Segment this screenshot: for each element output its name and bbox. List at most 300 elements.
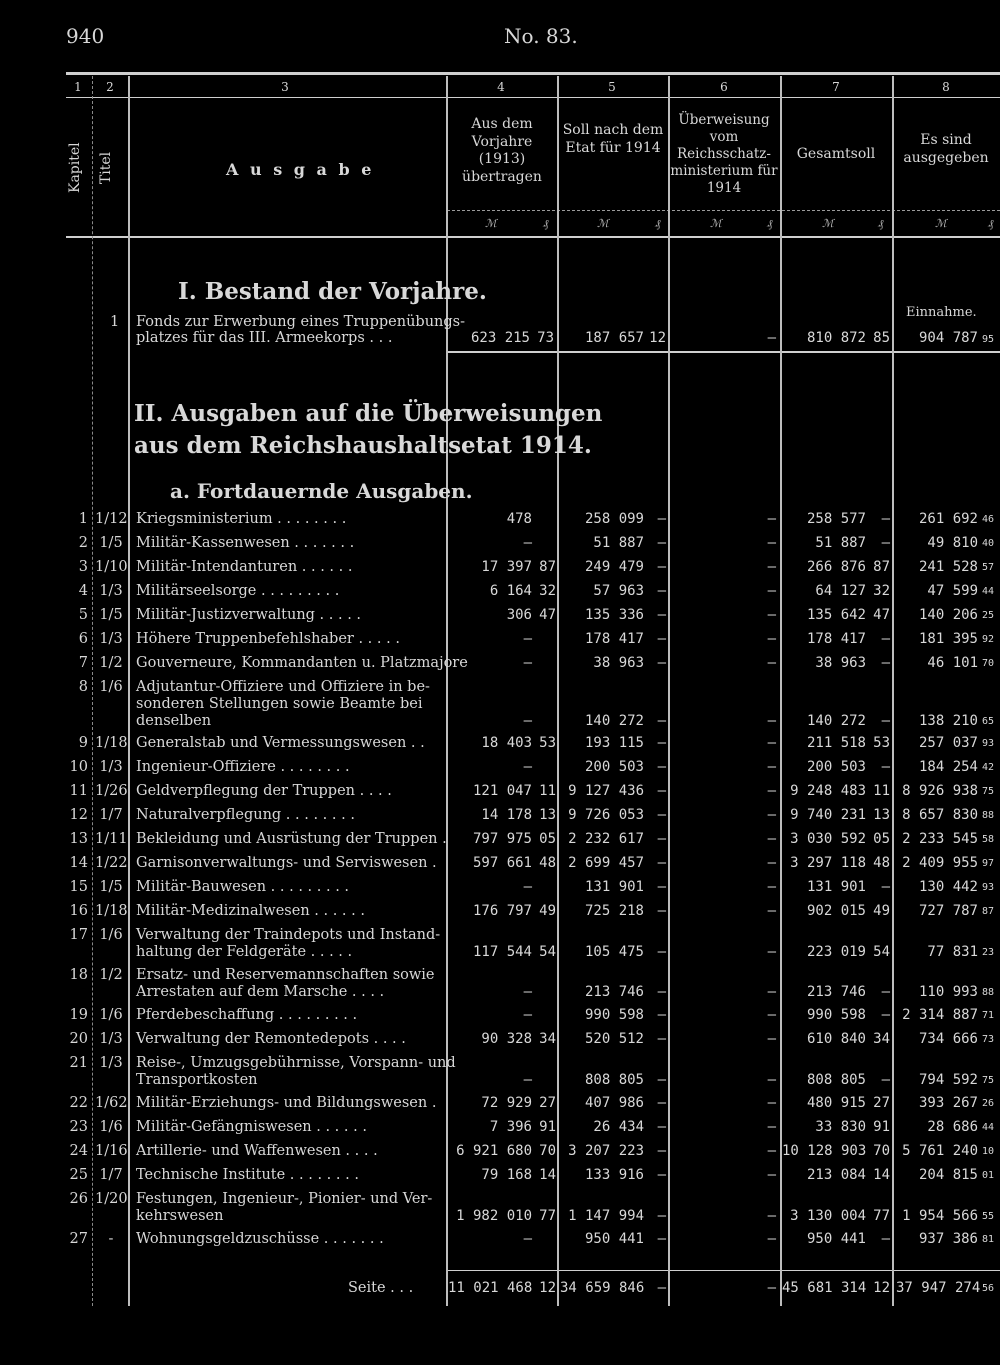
row-c5-mark: 26 434 (593, 1119, 644, 1135)
header-bottom-rule (66, 236, 1000, 238)
row-titel: 1/11 (95, 831, 128, 847)
row-c6: — (767, 1167, 776, 1183)
row-kapitel: 12 (69, 807, 88, 823)
row-c7-mark: 3 130 004 (790, 1208, 866, 1224)
row-c5-pf: — (657, 831, 666, 847)
row-c7-pf: 70 (873, 1143, 890, 1159)
row-kapitel: 13 (69, 831, 88, 847)
row-c4-pf: 49 (539, 903, 556, 919)
row-c7-pf: — (881, 631, 890, 647)
row-c7-mark: 10 128 903 (782, 1143, 867, 1159)
row-c8-pf: 71 (982, 1010, 995, 1021)
row-c4-mark: 6 164 (489, 583, 532, 599)
column-number-rule (66, 97, 1000, 98)
section1-c4p: 73 (537, 330, 554, 346)
row-titel: 1/26 (95, 783, 128, 799)
unit-pf-6: ₰ (767, 217, 773, 230)
col-line-4 (557, 76, 559, 1306)
total-top-rule (447, 1270, 1000, 1271)
row-c5-mark: 200 503 (584, 759, 644, 775)
row-c6: — (767, 1231, 776, 1247)
row-c4-pf: 11 (539, 783, 556, 799)
row-label-line2: sonderen Stellungen sowie Beamte bei (136, 696, 423, 712)
row-c6: — (767, 583, 776, 599)
row-c7-mark: 178 417 (806, 631, 866, 647)
header-kapitel: Kapitel (67, 142, 83, 193)
row-c4-mark: — (523, 984, 532, 1000)
row-c7-pf: 49 (873, 903, 890, 919)
col-line-7 (892, 76, 894, 1306)
row-c4-pf: 14 (539, 1167, 556, 1183)
row-c7-mark: 990 598 (806, 1007, 866, 1023)
row-c5-mark: 140 272 (584, 713, 644, 729)
row-c5-mark: 990 598 (584, 1007, 644, 1023)
row-c5-mark: 808 805 (584, 1072, 644, 1088)
row-kapitel: 22 (69, 1095, 88, 1111)
row-label: Ersatz- und Reservemannschaften sowie (136, 967, 435, 983)
row-label: Garnisonverwaltungs- und Serviswesen . (136, 855, 437, 871)
row-titel: 1/18 (95, 735, 128, 751)
row-c8-pf: 87 (982, 906, 995, 917)
row-c7-pf: — (881, 759, 890, 775)
row-c8-mark: 28 686 (927, 1119, 978, 1135)
row-c4-mark: 17 397 (481, 559, 532, 575)
row-c8-mark: 49 810 (927, 535, 978, 551)
row-c5-pf: — (657, 559, 666, 575)
section1-c4: 623 215 (470, 330, 530, 346)
row-c6: — (767, 713, 776, 729)
row-c5-mark: 105 475 (584, 944, 644, 960)
row-label: Technische Institute . . . . . . . . (136, 1167, 359, 1183)
row-c7-mark: 140 272 (806, 713, 866, 729)
einnahme-label: Einnahme. (906, 305, 977, 320)
row-c5-pf: — (657, 1231, 666, 1247)
row-c6: — (767, 903, 776, 919)
section1-c7p: 85 (873, 330, 890, 346)
row-c8-pf: 65 (982, 716, 995, 727)
row-c7-pf: 11 (873, 783, 890, 799)
row-c8-mark: 2 314 887 (902, 1007, 978, 1023)
row-c4-mark: 597 661 (472, 855, 532, 871)
row-c4-mark: 1 982 010 (456, 1208, 532, 1224)
row-c5-mark: 249 479 (584, 559, 644, 575)
unit-mark-7: ℳ (822, 217, 834, 230)
row-c5-mark: 51 887 (593, 535, 644, 551)
row-kapitel: 24 (69, 1143, 88, 1159)
row-c5-pf: — (657, 607, 666, 623)
row-c7-pf: 91 (873, 1119, 890, 1135)
row-titel: - (108, 1231, 114, 1247)
unit-pf-7: ₰ (878, 217, 884, 230)
row-titel: 1/2 (99, 967, 123, 983)
row-c8-pf: 40 (982, 538, 995, 549)
section1-bottom-rule (447, 351, 1000, 353)
row-c4-mark: — (523, 879, 532, 895)
row-titel: 1/62 (95, 1095, 128, 1111)
row-c7-mark: 33 830 (815, 1119, 866, 1135)
row-c6: — (767, 655, 776, 671)
row-c5-pf: — (657, 1167, 666, 1183)
row-c5-pf: — (657, 1007, 666, 1023)
row-c8-mark: 1 954 566 (902, 1208, 978, 1224)
row-c7-pf: — (881, 535, 890, 551)
row-c7-pf: — (881, 879, 890, 895)
row-c8-pf: 70 (982, 658, 995, 669)
row-c5-pf: — (657, 1208, 666, 1224)
row-c5-pf: — (657, 511, 666, 527)
row-c6: — (767, 1143, 776, 1159)
row-titel: 1/3 (99, 583, 123, 599)
row-kapitel: 19 (69, 1007, 88, 1023)
row-c5-pf: — (657, 879, 666, 895)
row-c7-mark: 610 840 (806, 1031, 866, 1047)
row-kapitel: 20 (69, 1031, 88, 1047)
row-c4-mark: — (523, 631, 532, 647)
row-c6: — (767, 535, 776, 551)
row-c8-pf: 01 (982, 1170, 995, 1181)
row-kapitel: 1 (78, 511, 88, 527)
row-titel: 1/3 (99, 1055, 123, 1071)
row-c5-pf: — (657, 1072, 666, 1088)
unit-pf-8: ₰ (988, 217, 994, 230)
row-c7-pf: 48 (873, 855, 890, 871)
header-ausgabe: A u s g a b e (226, 160, 375, 179)
row-c7-pf: — (881, 1231, 890, 1247)
row-kapitel: 25 (69, 1167, 88, 1183)
row-c5-pf: — (657, 1031, 666, 1047)
row-c8-pf: 73 (982, 1034, 995, 1045)
row-c4-mark: 14 178 (481, 807, 532, 823)
col-line-2 (128, 76, 130, 1306)
row-c7-mark: 902 015 (806, 903, 866, 919)
top-rule (66, 72, 1000, 75)
row-c5-mark: 407 986 (584, 1095, 644, 1111)
section2-title-1: II. Ausgaben auf die Überweisungen (134, 400, 603, 427)
unit-mark-6: ℳ (710, 217, 722, 230)
row-kapitel: 3 (78, 559, 88, 575)
row-c8-mark: 794 592 (918, 1072, 978, 1088)
row-c8-mark: 393 267 (918, 1095, 978, 1111)
row-c6: — (767, 879, 776, 895)
row-c7-mark: 213 084 (806, 1167, 866, 1183)
row-label-line3: denselben (136, 713, 212, 729)
row-c4-mark: — (523, 1231, 532, 1247)
page-number: 940 (66, 24, 105, 48)
row-c8-mark: 46 101 (927, 655, 978, 671)
row-titel: 1/2 (99, 655, 123, 671)
row-kapitel: 9 (78, 735, 88, 751)
row-kapitel: 8 (78, 679, 88, 695)
row-c5-mark: 2 232 617 (568, 831, 644, 847)
row-c8-pf: 44 (982, 1122, 995, 1133)
row-c6: — (767, 1119, 776, 1135)
header-col6: Überweisung vom Reichsschatz-ministerium für 1914 (670, 112, 778, 196)
unit-row-rule (447, 210, 1000, 211)
row-c8-pf: 88 (982, 987, 995, 998)
row-c5-mark: 520 512 (584, 1031, 644, 1047)
row-kapitel: 18 (69, 967, 88, 983)
row-c5-pf: — (657, 631, 666, 647)
row-c8-mark: 5 761 240 (902, 1143, 978, 1159)
row-c4-mark: — (523, 655, 532, 671)
row-c7-mark: 9 740 231 (790, 807, 866, 823)
row-c4-pf: 32 (539, 583, 556, 599)
row-c5-mark: 57 963 (593, 583, 644, 599)
row-c5-pf: — (657, 759, 666, 775)
row-c8-mark: 261 692 (918, 511, 978, 527)
row-c7-pf: 05 (873, 831, 890, 847)
colnum-4: 4 (497, 80, 505, 94)
row-c8-pf: 42 (982, 762, 995, 773)
row-c4-pf: 70 (539, 1143, 556, 1159)
row-c4-pf: 54 (539, 944, 556, 960)
row-c5-mark: 131 901 (584, 879, 644, 895)
row-titel: 1/16 (95, 1143, 128, 1159)
row-c6: — (767, 984, 776, 1000)
row-c4-pf: 77 (539, 1208, 556, 1224)
row-c4-pf: 13 (539, 807, 556, 823)
row-c8-mark: 140 206 (918, 607, 978, 623)
row-kapitel: 11 (69, 783, 88, 799)
row-c7-mark: 3 297 118 (790, 855, 866, 871)
section1-c8p: 95 (982, 334, 995, 345)
row-c7-pf: — (881, 984, 890, 1000)
row-c5-mark: 133 916 (584, 1167, 644, 1183)
row-c7-mark: 258 577 (806, 511, 866, 527)
row-c8-pf: 46 (982, 514, 995, 525)
row-c4-mark: — (523, 713, 532, 729)
row-c6: — (767, 855, 776, 871)
row-c4-pf: 48 (539, 855, 556, 871)
row-c7-pf: 27 (873, 1095, 890, 1111)
row-c5-mark: 135 336 (584, 607, 644, 623)
row-c4-pf: 47 (539, 607, 556, 623)
row-c4-mark: — (523, 535, 532, 551)
row-c5-pf: — (657, 903, 666, 919)
row-c7-pf: — (881, 655, 890, 671)
row-label: Gouverneure, Kommandanten u. Platzmajore (136, 655, 468, 671)
row-c4-mark: 7 396 (489, 1119, 532, 1135)
row-c5-mark: 2 699 457 (568, 855, 644, 871)
row-kapitel: 21 (69, 1055, 88, 1071)
row-c5-mark: 3 207 223 (568, 1143, 644, 1159)
row-label: Militär-Justizverwaltung . . . . . (136, 607, 362, 623)
row-c5-mark: 258 099 (584, 511, 644, 527)
header-col8: Es sind ausgegeben (903, 132, 989, 166)
row-c7-mark: 480 915 (806, 1095, 866, 1111)
total-c8: 37 947 274 (896, 1280, 981, 1296)
row-titel: 1/22 (95, 855, 128, 871)
row-c8-pf: 10 (982, 1146, 995, 1157)
row-c5-mark: 950 441 (584, 1231, 644, 1247)
row-c7-mark: 38 963 (815, 655, 866, 671)
row-c7-mark: 213 746 (806, 984, 866, 1000)
row-c4-mark: 90 328 (481, 1031, 532, 1047)
unit-pf-4: ₰ (543, 217, 549, 230)
row-c8-pf: 25 (982, 610, 995, 621)
col-line-5 (668, 76, 670, 1306)
total-c4: 11 021 468 (448, 1280, 533, 1296)
row-c4-mark: 6 921 680 (456, 1143, 532, 1159)
row-c5-pf: — (657, 1095, 666, 1111)
row-c4-mark: 117 544 (472, 944, 532, 960)
row-c7-mark: 211 518 (806, 735, 866, 751)
row-label: Militär-Bauwesen . . . . . . . . . (136, 879, 350, 895)
total-c5: 34 659 846 (560, 1280, 645, 1296)
row-c8-pf: 88 (982, 810, 995, 821)
row-titel: 1/5 (99, 607, 123, 623)
row-label: Ingenieur-Offiziere . . . . . . . . (136, 759, 350, 775)
row-c7-pf: 14 (873, 1167, 890, 1183)
row-label: Militär-Gefängniswesen . . . . . . (136, 1119, 367, 1135)
row-titel: 1/7 (99, 1167, 123, 1183)
colnum-1: 1 (74, 80, 82, 94)
section1-c8: 904 787 (918, 330, 978, 346)
row-c7-pf: 77 (873, 1208, 890, 1224)
row-c7-mark: 64 127 (815, 583, 866, 599)
row-label-line2: haltung der Feldgeräte . . . . . (136, 944, 353, 960)
row-c8-pf: 81 (982, 1234, 995, 1245)
row-c4-mark: 478 (506, 511, 532, 527)
row-c7-mark: 131 901 (806, 879, 866, 895)
row-c6: — (767, 1007, 776, 1023)
row-label: Wohnungsgeldzuschüsse . . . . . . . (136, 1231, 384, 1247)
row-c4-mark: 306 (506, 607, 532, 623)
row-c6: — (767, 559, 776, 575)
row-label: Artillerie- und Waffenwesen . . . . (136, 1143, 378, 1159)
row-c5-pf: — (657, 783, 666, 799)
row-c8-pf: 92 (982, 634, 995, 645)
row-c5-pf: — (657, 1119, 666, 1135)
unit-mark-5: ℳ (597, 217, 609, 230)
row-c8-mark: 184 254 (918, 759, 978, 775)
total-c7p: 12 (873, 1280, 890, 1296)
row-c8-pf: 57 (982, 562, 995, 573)
row-c8-mark: 47 599 (927, 583, 978, 599)
row-c4-mark: 176 797 (472, 903, 532, 919)
row-label: Militär-Intendanturen . . . . . . (136, 559, 353, 575)
row-c6: — (767, 1095, 776, 1111)
row-c7-mark: 3 030 592 (790, 831, 866, 847)
header-col4: Aus dem Vorjahre (1913) übertragen (462, 116, 542, 185)
row-titel: 1/7 (99, 807, 123, 823)
row-label: Naturalverpflegung . . . . . . . . (136, 807, 355, 823)
row-c4-mark: 79 168 (481, 1167, 532, 1183)
colnum-6: 6 (720, 80, 728, 94)
row-c8-mark: 734 666 (918, 1031, 978, 1047)
section1-c7: 810 872 (806, 330, 866, 346)
row-label-line2: Transportkosten (136, 1072, 258, 1088)
row-c6: — (767, 807, 776, 823)
page-title: No. 83. (504, 24, 578, 48)
row-titel: 1/6 (99, 679, 123, 695)
row-c7-mark: 200 503 (806, 759, 866, 775)
row-c8-mark: 110 993 (918, 984, 978, 1000)
row-c7-mark: 223 019 (806, 944, 866, 960)
row-c7-mark: 808 805 (806, 1072, 866, 1088)
section1-c5p: 12 (649, 330, 666, 346)
row-c7-pf: — (881, 713, 890, 729)
row-c5-mark: 178 417 (584, 631, 644, 647)
row-c4-pf: 05 (539, 831, 556, 847)
row-c5-pf: — (657, 944, 666, 960)
row-c8-mark: 257 037 (918, 735, 978, 751)
row-c5-pf: — (657, 855, 666, 871)
row-c8-mark: 77 831 (927, 944, 978, 960)
row-titel: 1/6 (99, 927, 123, 943)
row-label: Bekleidung und Ausrüstung der Truppen . (136, 831, 447, 847)
row-c5-pf: — (657, 807, 666, 823)
row-label: Militär-Erziehungs- und Bildungswesen . (136, 1095, 437, 1111)
total-c5p: — (657, 1280, 666, 1296)
row-label: Verwaltung der Remontedepots . . . . (136, 1031, 406, 1047)
row-titel: 1/20 (95, 1191, 128, 1207)
total-c8p: 56 (982, 1283, 995, 1294)
row-kapitel: 16 (69, 903, 88, 919)
row-label: Kriegsministerium . . . . . . . . (136, 511, 347, 527)
row-label: Geldverpflegung der Truppen . . . . (136, 783, 392, 799)
row-c4-mark: 72 929 (481, 1095, 532, 1111)
unit-mark-4: ℳ (485, 217, 497, 230)
section1-row-text: Fonds zur Erwerbung eines Truppenübungs- (136, 314, 466, 330)
row-label: Pferdebeschaffung . . . . . . . . . (136, 1007, 358, 1023)
total-c6: — (767, 1280, 776, 1296)
row-c7-pf: — (881, 511, 890, 527)
row-c6: — (767, 831, 776, 847)
section1-row-titel: 1 (110, 314, 120, 330)
row-titel: 1/5 (99, 879, 123, 895)
row-c8-pf: 23 (982, 947, 995, 958)
row-c7-mark: 135 642 (806, 607, 866, 623)
colnum-2: 2 (106, 80, 114, 94)
row-c7-pf: 53 (873, 735, 890, 751)
row-kapitel: 27 (69, 1231, 88, 1247)
row-c6: — (767, 759, 776, 775)
row-kapitel: 4 (78, 583, 88, 599)
row-kapitel: 17 (69, 927, 88, 943)
row-c7-pf: 47 (873, 607, 890, 623)
row-c5-mark: 193 115 (584, 735, 644, 751)
row-c8-mark: 2 233 545 (902, 831, 978, 847)
row-c6: — (767, 735, 776, 751)
row-label: Höhere Truppenbefehlshaber . . . . . (136, 631, 400, 647)
row-label: Adjutantur-Offiziere und Offiziere in be- (136, 679, 430, 695)
row-kapitel: 10 (69, 759, 88, 775)
row-kapitel: 26 (69, 1191, 88, 1207)
section2-title-2: aus dem Reichshaushaltsetat 1914. (134, 432, 592, 459)
row-titel: 1/6 (99, 1119, 123, 1135)
row-c5-mark: 725 218 (584, 903, 644, 919)
header-col7: Gesamtsoll (796, 146, 876, 162)
row-c8-pf: 93 (982, 738, 995, 749)
row-c8-pf: 75 (982, 786, 995, 797)
colnum-7: 7 (832, 80, 840, 94)
row-titel: 1/18 (95, 903, 128, 919)
row-c8-pf: 75 (982, 1075, 995, 1086)
row-c4-pf: 27 (539, 1095, 556, 1111)
row-titel: 1/6 (99, 1007, 123, 1023)
row-c8-mark: 138 210 (918, 713, 978, 729)
row-c6: — (767, 783, 776, 799)
row-c8-pf: 97 (982, 858, 995, 869)
row-c5-mark: 1 147 994 (568, 1208, 644, 1224)
row-label: Verwaltung der Traindepots und Instand- (136, 927, 441, 943)
row-c7-pf: — (881, 1007, 890, 1023)
row-label: Militär-Kassenwesen . . . . . . . (136, 535, 355, 551)
row-c8-mark: 130 442 (918, 879, 978, 895)
row-c8-mark: 937 386 (918, 1231, 978, 1247)
row-c6: — (767, 511, 776, 527)
